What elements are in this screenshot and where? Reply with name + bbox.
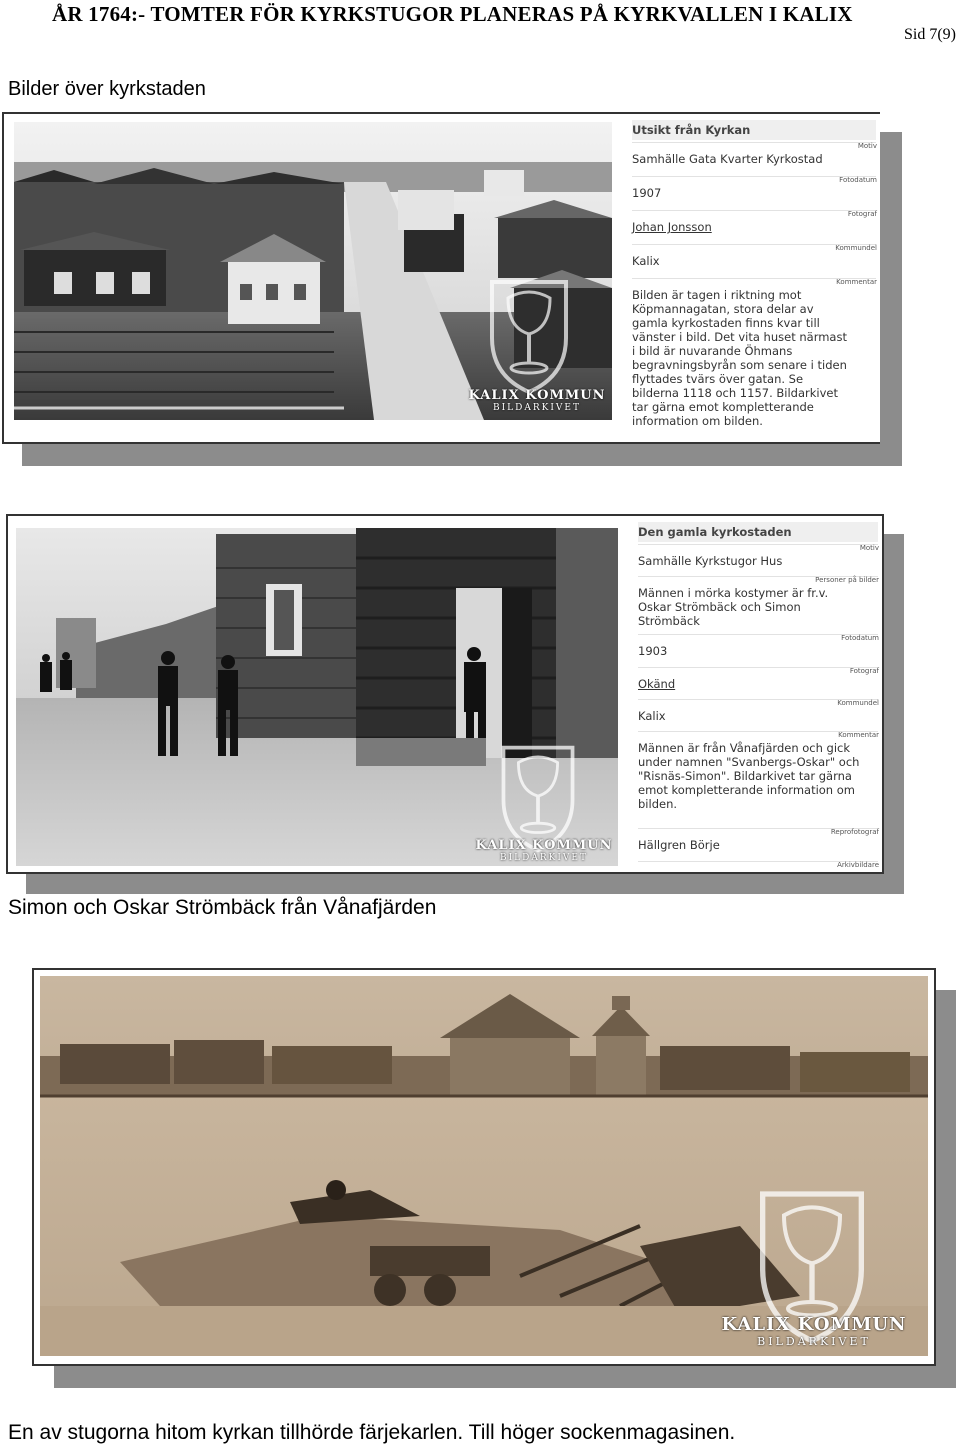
figure1-watermark: KALIX KOMMUN BILDARKIVET <box>468 388 606 413</box>
field-fotograf: Fotograf Okänd <box>638 667 879 691</box>
figure3-caption: En av stugorna hitom kyrkan tillhörde färjekarlen. Till höger sockenmagasinen. <box>8 1421 736 1444</box>
field-fotograf: Fotograf Johan Jonsson <box>632 210 877 234</box>
field-kommentar: Kommentar Bilden är tagen i riktning mot Köpmannagatan, stora delar av gamla kyrkostaden finns kvar till vänster i bild. Det vita huset närmast i bild är nuvarande Öhmans begravningsbyrån som senare i tiden flyttades tvärs över gatan. Se bilderna 1118 och 1157. Bildarkivet tar gärna emot kompletterande information om bilden. <box>632 278 877 428</box>
page-number: Sid 7(9) <box>904 26 956 43</box>
figure2-info-panel <box>630 516 882 872</box>
field-kommundel: Kommundel Kalix <box>632 244 877 268</box>
field-kommundel: Kommundel Kalix <box>638 699 879 723</box>
field-reprofotograf: Reprofotograf Hällgren Börje <box>638 828 879 852</box>
figure3-frame <box>32 968 936 1366</box>
field-arkivbildare: Arkivbildare <box>630 861 882 871</box>
document-title: ÅR 1764:- TOMTER FÖR KYRKSTUGOR PLANERAS PÅ KYRKVALLEN I KALIX <box>52 2 853 26</box>
figure2-panel-title: Den gamla kyrkostaden <box>638 522 878 542</box>
field-personer: Personer på bilder Männen i mörka kostymer är fr.v. Oskar Strömbäck och Simon Strömbäck <box>638 576 879 628</box>
field-motiv: Motiv Samhälle Kyrkstugor Hus <box>638 544 879 568</box>
field-kommentar: Kommentar Männen är från Vånafjärden och gick under namnen "Svanbergs-Oskar" och "Risnäs-Simon". Bildarkivet tar gärna emot kompletterande information om bilden. <box>638 731 879 811</box>
figure2-frame <box>6 514 884 874</box>
figure3-watermark: KALIX KOMMUN BILDARKIVET <box>721 1314 907 1348</box>
field-motiv: Motiv Samhälle Gata Kvarter Kyrkostad <box>632 142 877 166</box>
field-fotodatum: Fotodatum 1907 <box>632 176 877 200</box>
figure2-caption: Simon och Oskar Strömbäck från Vånafjärden <box>8 896 437 919</box>
section-title: Bilder över kyrkstaden <box>8 78 206 100</box>
figure1-panel-title: Utsikt från Kyrkan <box>632 120 876 140</box>
kalix-coat-of-arms-icon <box>484 276 574 396</box>
figure1-info-panel <box>624 114 880 442</box>
figure1-frame <box>2 112 880 444</box>
figure2-watermark: KALIX KOMMUN BILDARKIVET <box>475 838 613 863</box>
field-fotodatum: Fotodatum 1903 <box>638 634 879 658</box>
